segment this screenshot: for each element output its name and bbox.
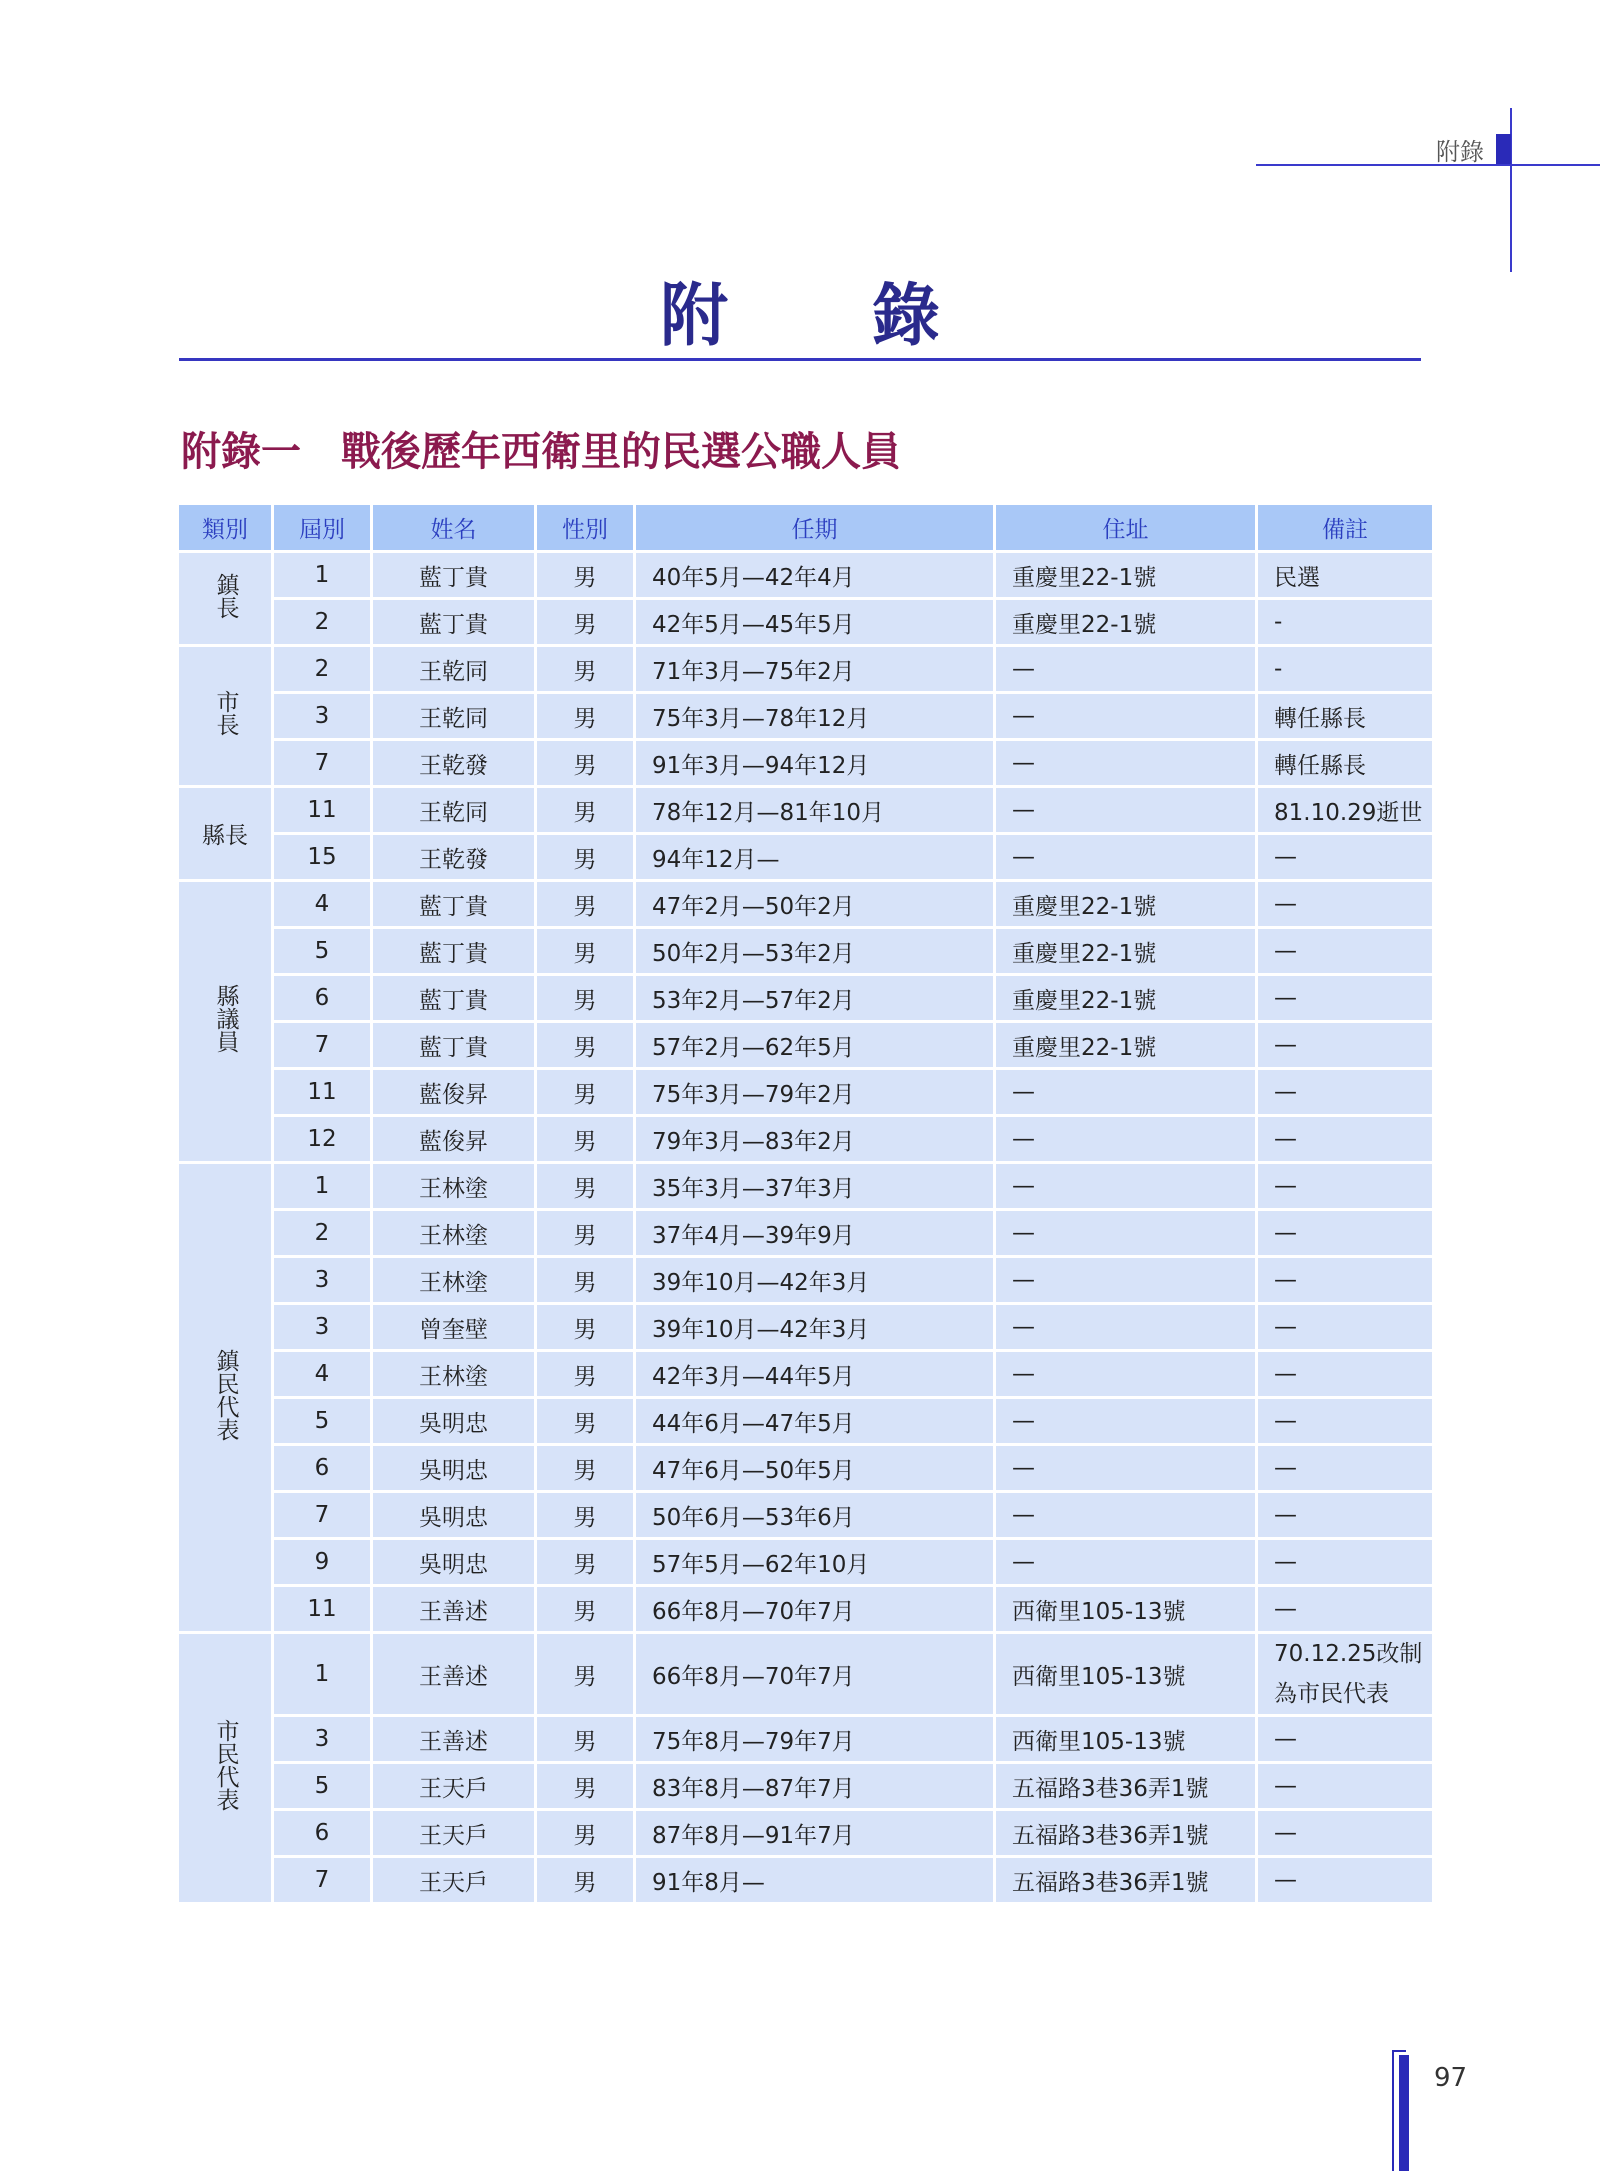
term-number-cell: 1 [274,1164,370,1208]
tenure-cell: 83年8月—87年7月 [636,1764,993,1808]
table-row [179,976,1432,1020]
remarks-cell: — [1258,1540,1432,1584]
tenure-cell: 75年3月—78年12月 [636,694,993,738]
corner-vertical-rule [1510,108,1512,272]
address-cell: 重慶里22-1號 [996,600,1255,644]
gender-cell: 男 [537,647,633,691]
address-cell: 西衛里105-13號 [996,1587,1255,1631]
gender-cell: 男 [537,694,633,738]
address-cell: — [996,1540,1255,1584]
name-cell: 曾奎壁 [373,1305,534,1349]
running-header: 附錄 [1436,138,1484,166]
footer-tick [1392,2050,1406,2052]
gender-cell: 男 [537,1446,633,1490]
remarks-cell: 81.10.29逝世 [1258,788,1432,832]
tenure-cell: 66年8月—70年7月 [636,1587,993,1631]
term-number-cell: 6 [274,976,370,1020]
table-row [179,1858,1432,1902]
table-row [179,882,1432,926]
gender-cell: 男 [537,1258,633,1302]
tenure-cell: 35年3月—37年3月 [636,1164,993,1208]
remarks-cell: — [1258,1305,1432,1349]
address-cell: 五福路3巷36弄1號 [996,1811,1255,1855]
category-cell [179,647,271,785]
table-row [179,1211,1432,1255]
remarks-cell: — [1258,1211,1432,1255]
name-cell: 吳明忠 [373,1399,534,1443]
tenure-cell: 91年8月— [636,1858,993,1902]
address-cell: — [996,1352,1255,1396]
remarks-cell: — [1258,1587,1432,1631]
name-cell: 王林塗 [373,1258,534,1302]
term-number-cell: 3 [274,1258,370,1302]
column-header: 類別 [179,505,271,550]
remarks-cell: — [1258,1717,1432,1761]
name-cell: 吳明忠 [373,1493,534,1537]
address-cell: — [996,741,1255,785]
tenure-cell: 75年8月—79年7月 [636,1717,993,1761]
term-number-cell: 4 [274,882,370,926]
name-cell: 王林塗 [373,1352,534,1396]
address-cell: — [996,835,1255,879]
term-number-cell: 3 [274,1305,370,1349]
tenure-cell: 37年4月—39年9月 [636,1211,993,1255]
address-cell: — [996,694,1255,738]
address-cell: 西衛里105-13號 [996,1717,1255,1761]
address-cell: 重慶里22-1號 [996,976,1255,1020]
name-cell: 王乾同 [373,788,534,832]
gender-cell: 男 [537,1634,633,1714]
name-cell: 王林塗 [373,1211,534,1255]
address-cell: 五福路3巷36弄1號 [996,1858,1255,1902]
category-label: 鎮民代表 [212,1348,239,1441]
remarks-cell: 轉任縣長 [1258,694,1432,738]
term-number-cell: 5 [274,1399,370,1443]
tenure-cell: 78年12月—81年10月 [636,788,993,832]
term-number-cell: 5 [274,929,370,973]
name-cell: 王乾同 [373,647,534,691]
column-header: 備註 [1258,505,1432,550]
term-number-cell: 7 [274,1493,370,1537]
title-divider [179,358,1421,361]
footer-bar [1399,2055,1409,2171]
name-cell: 王天戶 [373,1811,534,1855]
address-cell: — [996,1399,1255,1443]
tenure-cell: 40年5月—42年4月 [636,553,993,597]
address-cell: — [996,1117,1255,1161]
table-row [179,1493,1432,1537]
category-cell [179,882,271,1161]
gender-cell: 男 [537,1023,633,1067]
page-title: 附 錄 [660,276,1000,356]
table-row [179,929,1432,973]
address-cell: 重慶里22-1號 [996,553,1255,597]
column-header: 性別 [537,505,633,550]
name-cell: 藍丁貴 [373,929,534,973]
remarks-cell: — [1258,1164,1432,1208]
remarks-cell: 轉任縣長 [1258,741,1432,785]
term-number-cell: 5 [274,1764,370,1808]
name-cell: 藍丁貴 [373,600,534,644]
name-cell: 藍丁貴 [373,882,534,926]
name-cell: 藍俊昇 [373,1070,534,1114]
address-cell: — [996,1164,1255,1208]
address-cell: 重慶里22-1號 [996,882,1255,926]
gender-cell: 男 [537,1352,633,1396]
tenure-cell: 91年3月—94年12月 [636,741,993,785]
table-row [179,1540,1432,1584]
gender-cell: 男 [537,1305,633,1349]
gender-cell: 男 [537,1540,633,1584]
tenure-cell: 50年2月—53年2月 [636,929,993,973]
table-row [179,741,1432,785]
gender-cell: 男 [537,1858,633,1902]
term-number-cell: 3 [274,694,370,738]
table-row [179,1305,1432,1349]
table-row [179,788,1432,832]
corner-block-marker [1496,134,1511,164]
table-row [179,1764,1432,1808]
tenure-cell: 57年5月—62年10月 [636,1540,993,1584]
address-cell: — [996,1446,1255,1490]
section-heading: 附錄一 戰後歷年西衛里的民選公職人員 [181,429,901,475]
term-number-cell: 2 [274,600,370,644]
tenure-cell: 44年6月—47年5月 [636,1399,993,1443]
tenure-cell: 75年3月—79年2月 [636,1070,993,1114]
remarks-cell: — [1258,1399,1432,1443]
remarks-cell: — [1258,1258,1432,1302]
address-cell: 重慶里22-1號 [996,929,1255,973]
tenure-cell: 94年12月— [636,835,993,879]
name-cell: 王林塗 [373,1164,534,1208]
table-row [179,1117,1432,1161]
gender-cell: 男 [537,741,633,785]
category-label: 縣議員 [212,984,239,1053]
name-cell: 王天戶 [373,1764,534,1808]
gender-cell: 男 [537,1811,633,1855]
name-cell: 王乾同 [373,694,534,738]
tenure-cell: 71年3月—75年2月 [636,647,993,691]
address-cell: — [996,1070,1255,1114]
table-row [179,1399,1432,1443]
name-cell: 藍丁貴 [373,1023,534,1067]
page-number: 97 [1434,2063,1468,2093]
name-cell: 王乾發 [373,835,534,879]
address-cell: — [996,788,1255,832]
table-row [179,1023,1432,1067]
term-number-cell: 1 [274,553,370,597]
term-number-cell: 7 [274,1023,370,1067]
term-number-cell: 1 [274,1634,370,1714]
term-number-cell: 6 [274,1811,370,1855]
table-row [179,835,1432,879]
table-row [179,1587,1432,1631]
gender-cell: 男 [537,835,633,879]
term-number-cell: 7 [274,1858,370,1902]
table-row [179,553,1432,597]
remarks-cell: — [1258,835,1432,879]
gender-cell: 男 [537,1764,633,1808]
term-number-cell: 7 [274,741,370,785]
gender-cell: 男 [537,1164,633,1208]
remarks-cell: — [1258,1811,1432,1855]
gender-cell: 男 [537,1070,633,1114]
column-header: 姓名 [373,505,534,550]
gender-cell: 男 [537,1587,633,1631]
gender-cell: 男 [537,1493,633,1537]
term-number-cell: 15 [274,835,370,879]
tenure-cell: 50年6月—53年6月 [636,1493,993,1537]
table-row [179,1164,1432,1208]
officials-table [176,502,1435,1905]
remarks-cell: — [1258,1493,1432,1537]
table-row [179,647,1432,691]
remarks-cell: - [1258,600,1432,644]
table-row [179,1634,1432,1714]
column-header: 屆別 [274,505,370,550]
table-row [179,694,1432,738]
table-row [179,1070,1432,1114]
footer-rule [1392,2050,1394,2171]
tenure-cell: 79年3月—83年2月 [636,1117,993,1161]
remarks-cell: — [1258,882,1432,926]
tenure-cell: 47年2月—50年2月 [636,882,993,926]
remarks-cell: — [1258,1070,1432,1114]
name-cell: 王善述 [373,1634,534,1714]
name-cell: 藍俊昇 [373,1117,534,1161]
remarks-cell: — [1258,1117,1432,1161]
tenure-cell: 53年2月—57年2月 [636,976,993,1020]
remarks-cell: — [1258,1446,1432,1490]
tenure-cell: 57年2月—62年5月 [636,1023,993,1067]
term-number-cell: 2 [274,1211,370,1255]
remarks-cell: — [1258,1764,1432,1808]
remarks-cell: — [1258,929,1432,973]
name-cell: 王善述 [373,1717,534,1761]
gender-cell: 男 [537,1717,633,1761]
gender-cell: 男 [537,1211,633,1255]
table-row [179,1352,1432,1396]
category-label: 鎮長 [212,572,239,619]
name-cell: 藍丁貴 [373,553,534,597]
address-cell: — [996,1211,1255,1255]
tenure-cell: 42年5月—45年5月 [636,600,993,644]
address-cell: 西衛里105-13號 [996,1634,1255,1714]
tenure-cell: 47年6月—50年5月 [636,1446,993,1490]
tenure-cell: 39年10月—42年3月 [636,1258,993,1302]
category-cell [179,1164,271,1631]
remarks-cell: — [1258,1352,1432,1396]
gender-cell: 男 [537,1399,633,1443]
gender-cell: 男 [537,882,633,926]
category-cell [179,553,271,644]
term-number-cell: 4 [274,1352,370,1396]
remarks-cell: 民選 [1258,553,1432,597]
column-header: 任期 [636,505,993,550]
category-label: 市長 [212,690,239,736]
gender-cell: 男 [537,1117,633,1161]
term-number-cell: 11 [274,1070,370,1114]
column-header: 住址 [996,505,1255,550]
remarks-cell: — [1258,976,1432,1020]
name-cell: 王善述 [373,1587,534,1631]
term-number-cell: 2 [274,647,370,691]
address-cell: 重慶里22-1號 [996,1023,1255,1067]
term-number-cell: 9 [274,1540,370,1584]
gender-cell: 男 [537,788,633,832]
table-row [179,1811,1432,1855]
name-cell: 王乾發 [373,741,534,785]
address-cell: 五福路3巷36弄1號 [996,1764,1255,1808]
category-cell [179,1634,271,1902]
tenure-cell: 39年10月—42年3月 [636,1305,993,1349]
tenure-cell: 87年8月—91年7月 [636,1811,993,1855]
gender-cell: 男 [537,929,633,973]
name-cell: 王天戶 [373,1858,534,1902]
remarks-cell: — [1258,1858,1432,1902]
corner-horizontal-rule [1256,164,1600,166]
remarks-cell: — [1258,1023,1432,1067]
name-cell: 藍丁貴 [373,976,534,1020]
name-cell: 吳明忠 [373,1446,534,1490]
category-label: 縣長 [202,823,248,849]
gender-cell: 男 [537,600,633,644]
name-cell: 吳明忠 [373,1540,534,1584]
term-number-cell: 3 [274,1717,370,1761]
table-row [179,1258,1432,1302]
remarks-cell: 70.12.25改制為市民代表 [1258,1634,1432,1714]
term-number-cell: 11 [274,1587,370,1631]
address-cell: — [996,1258,1255,1302]
address-cell: — [996,647,1255,691]
address-cell: — [996,1305,1255,1349]
table-row [179,1446,1432,1490]
table-header-row [179,505,1432,550]
table-row [179,600,1432,644]
remarks-cell: - [1258,647,1432,691]
address-cell: — [996,1493,1255,1537]
gender-cell: 男 [537,553,633,597]
term-number-cell: 11 [274,788,370,832]
category-label: 市民代表 [212,1719,239,1811]
table-row [179,1717,1432,1761]
gender-cell: 男 [537,976,633,1020]
category-cell [179,788,271,879]
term-number-cell: 6 [274,1446,370,1490]
term-number-cell: 12 [274,1117,370,1161]
tenure-cell: 66年8月—70年7月 [636,1634,993,1714]
tenure-cell: 42年3月—44年5月 [636,1352,993,1396]
